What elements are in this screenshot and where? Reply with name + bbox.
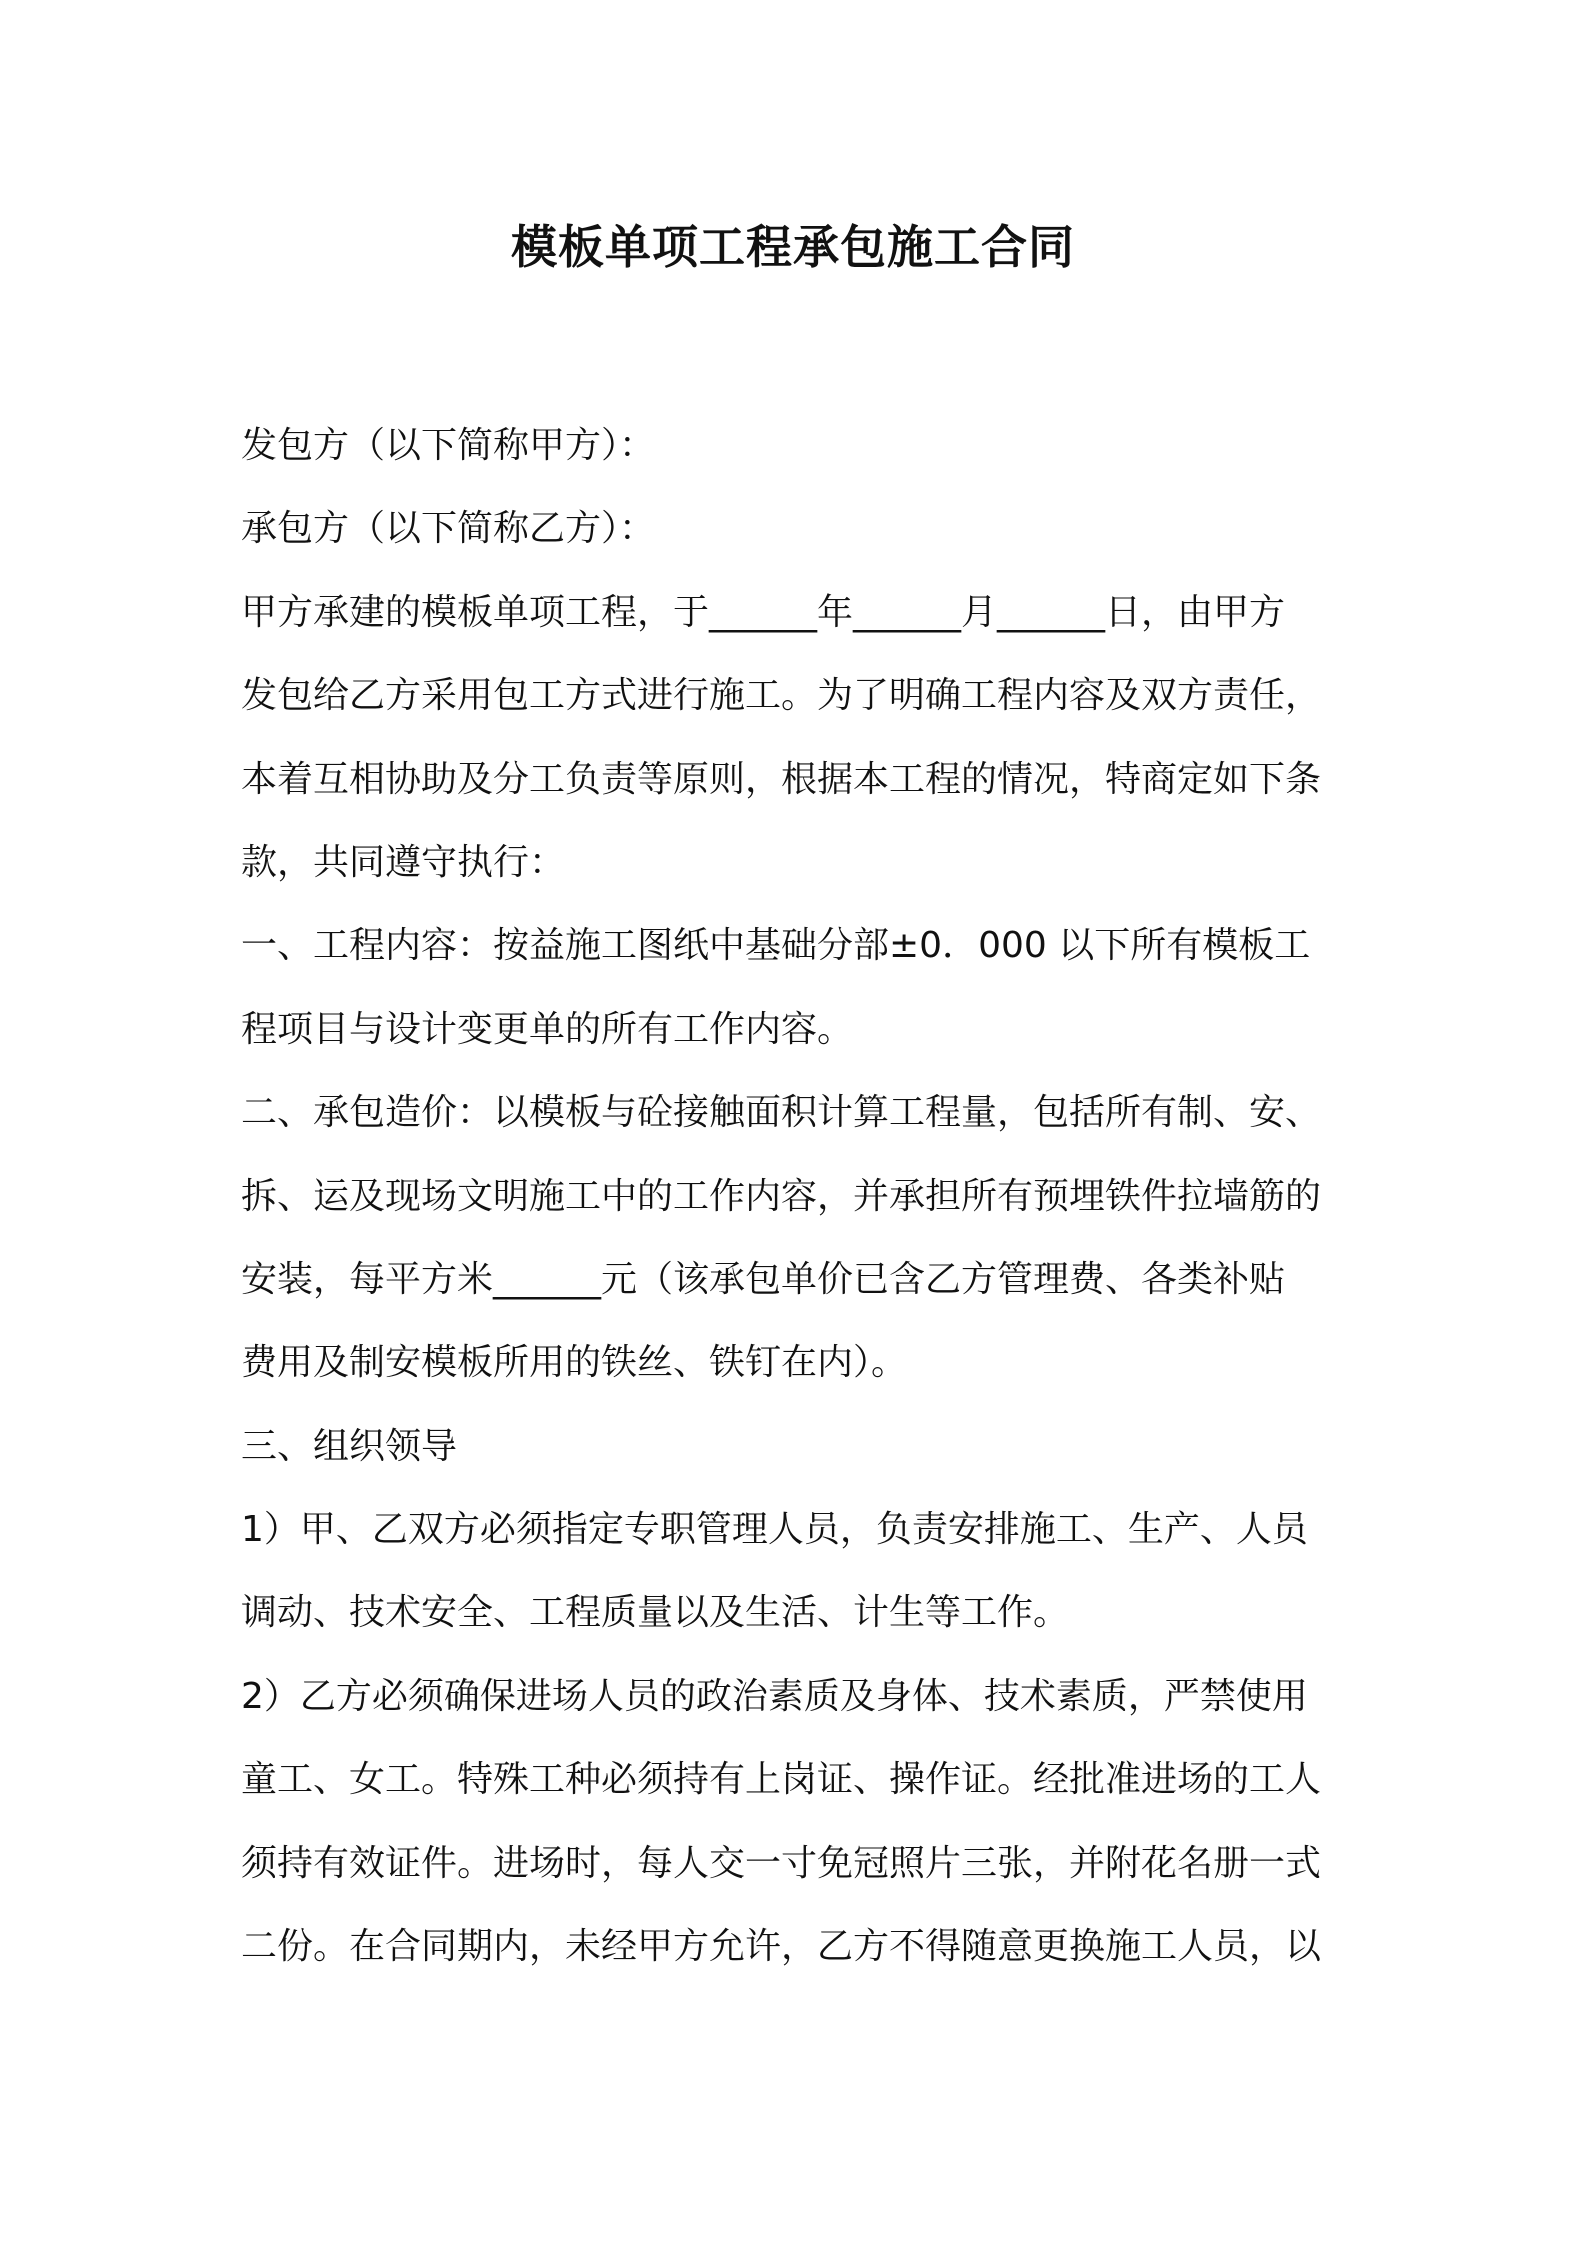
text-line: 发包方（以下简称甲方）： bbox=[241, 425, 656, 466]
document-body bbox=[241, 404, 1351, 1988]
text-line: 童工、女工。特殊工种必须持有上岗证、操作证。经批准进场的工人 bbox=[241, 1759, 1322, 1801]
text-line: 2）乙方必须确保进场人员的政治素质及身体、技术素质，严禁使用 bbox=[241, 1675, 1308, 1717]
text-line: 承包方（以下简称乙方）： bbox=[241, 508, 656, 550]
text-line: 款，共同遵守执行： bbox=[241, 841, 566, 883]
text-line: 三、组织领导 bbox=[241, 1425, 458, 1467]
text-line: 程项目与设计变更单的所有工作内容。 bbox=[241, 1008, 854, 1050]
text-line: 拆、运及现场文明施工中的工作内容，并承担所有预埋铁件拉墙筋的 bbox=[241, 1175, 1322, 1217]
text-line: 调动、技术安全、工程质量以及生活、计生等工作。 bbox=[241, 1592, 1070, 1634]
text-line: 发包给乙方采用包工方式进行施工。为了明确工程内容及双方责任， bbox=[241, 675, 1322, 717]
text-line: 安装，每平方米______元（该承包单价已含乙方管理费、各类补贴 bbox=[241, 1258, 1286, 1300]
text-line: 1）甲、乙双方必须指定专职管理人员，负责安排施工、生产、人员 bbox=[241, 1509, 1308, 1551]
text-line: 甲方承建的模板单项工程，于______年______月______日，由甲方 bbox=[241, 591, 1286, 633]
text-line: 须持有效证件。进场时，每人交一寸免冠照片三张，并附花名册一式 bbox=[241, 1842, 1322, 1884]
text-line: 二份。在合同期内，未经甲方允许，乙方不得随意更换施工人员，以 bbox=[241, 1926, 1322, 1968]
text-line: 二、承包造价：以模板与砼接触面积计算工程量，包括所有制、安、 bbox=[241, 1092, 1322, 1134]
text-line: 本着互相协助及分工负责等原则，根据本工程的情况，特商定如下条 bbox=[241, 758, 1322, 800]
text-line: 一、工程内容：按益施工图纸中基础分部±0．000 以下所有模板工 bbox=[241, 925, 1311, 967]
document-title: 模板单项工程承包施工合同 bbox=[511, 220, 1075, 274]
text-line: 费用及制安模板所用的铁丝、铁钉在内）。 bbox=[241, 1342, 908, 1384]
